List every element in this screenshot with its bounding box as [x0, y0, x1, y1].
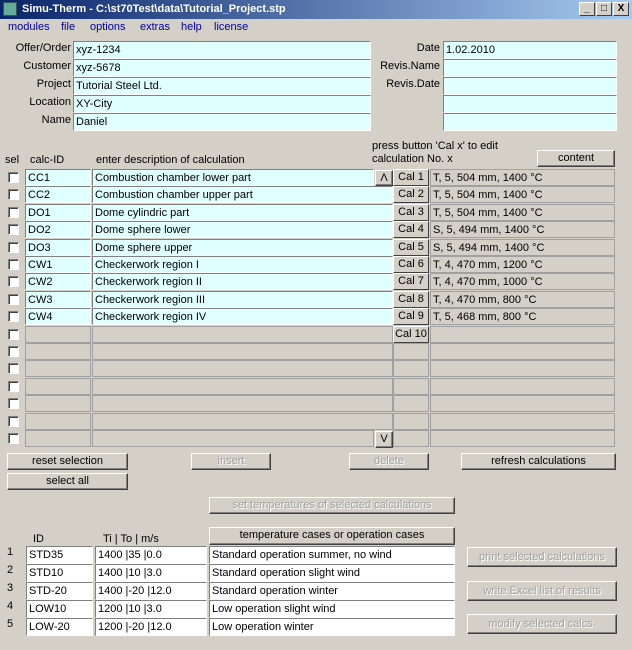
location-field[interactable]: XY-City	[73, 95, 371, 113]
calc-id-cell[interactable]	[25, 395, 91, 412]
write-excel-button[interactable]: write Excel list of results	[467, 581, 617, 601]
name-field[interactable]: Daniel	[73, 113, 371, 131]
row-select-checkbox[interactable]	[8, 416, 19, 427]
calc-summary-cell	[430, 360, 615, 377]
revis-date-label: Revis.Date	[386, 78, 440, 90]
calc-summary-cell: T, 5, 504 mm, 1400 °C	[430, 186, 615, 203]
modify-selected-button[interactable]: modify selected calcs.	[467, 614, 617, 634]
calc-summary-cell	[430, 413, 615, 430]
date-label: Date	[416, 42, 440, 54]
case-number: 3	[7, 582, 14, 594]
case-number: 2	[7, 564, 14, 576]
menu-license[interactable]: license	[214, 21, 249, 33]
cal-button[interactable]: Cal 10	[393, 326, 429, 343]
sel-header: sel	[5, 154, 20, 166]
set-temperatures-button[interactable]: set temperatures of selected calculations	[209, 497, 455, 514]
calc-id-header: calc-ID	[30, 154, 65, 166]
cal-button-empty	[393, 413, 429, 430]
offer-field[interactable]: xyz-1234	[73, 41, 371, 59]
cal-button-empty	[393, 360, 429, 377]
calc-summary-cell	[430, 326, 615, 343]
case-description-cell[interactable]: Standard operation slight wind	[209, 564, 455, 582]
refresh-calculations-button[interactable]: refresh calculations	[461, 453, 616, 470]
calc-id-cell[interactable]: CC2	[25, 186, 91, 203]
cal-button[interactable]: Cal 2	[393, 186, 429, 203]
calc-summary-cell: T, 4, 470 mm, 1000 °C	[430, 273, 615, 290]
row-select-checkbox[interactable]	[8, 224, 19, 235]
calc-summary-cell: T, 5, 468 mm, 800 °C	[430, 308, 615, 325]
menu-bar	[0, 19, 632, 37]
calc-summary-cell	[430, 378, 615, 395]
case-temps-cell[interactable]: 1400 |10 |3.0	[95, 564, 207, 582]
calc-description-cell[interactable]	[92, 413, 393, 430]
case-number: 1	[7, 546, 14, 558]
calc-summary-cell	[430, 343, 615, 360]
calc-summary-cell: T, 5, 504 mm, 1400 °C	[430, 169, 615, 186]
case-temps-cell[interactable]: 1200 |10 |3.0	[95, 600, 207, 618]
cal-button[interactable]: Cal 4	[393, 221, 429, 238]
cal-button[interactable]: Cal 7	[393, 273, 429, 290]
calc-description-cell[interactable]: Checkerwork region II	[92, 273, 393, 290]
menu-modules[interactable]: modules	[8, 21, 50, 33]
calc-description-cell[interactable]	[92, 360, 393, 377]
calc-description-cell[interactable]	[92, 430, 374, 447]
cal-button[interactable]: Cal 9	[393, 308, 429, 325]
calc-summary-cell	[430, 430, 615, 447]
menu-options[interactable]: options	[90, 21, 126, 33]
calc-id-cell[interactable]	[25, 430, 91, 447]
case-id-cell[interactable]: STD-20	[26, 582, 93, 600]
revis-date-field[interactable]	[443, 77, 617, 95]
case-description-cell[interactable]: Standard operation summer, no wind	[209, 546, 455, 564]
calc-summary-cell: S, 5, 494 mm, 1400 °C	[430, 239, 615, 256]
calc-description-cell[interactable]: Dome cylindric part	[92, 204, 393, 221]
calc-summary-cell: T, 4, 470 mm, 1200 °C	[430, 256, 615, 273]
cal-button-empty	[393, 395, 429, 412]
calc-id-cell[interactable]: DO1	[25, 204, 91, 221]
delete-button[interactable]: delete	[349, 453, 429, 470]
project-label: Project	[36, 78, 71, 90]
cal-button-empty	[393, 430, 429, 447]
case-temps-cell[interactable]: 1200 |-20 |12.0	[95, 618, 207, 636]
calc-summary-cell	[430, 395, 615, 412]
press-hint: press button 'Cal x' to edit calculation No. x	[372, 140, 498, 165]
scroll-down-button[interactable]: V	[375, 431, 393, 448]
title-bar	[0, 0, 632, 19]
case-id-cell[interactable]: STD10	[26, 564, 93, 582]
calc-description-cell[interactable]: Checkerwork region III	[92, 291, 393, 308]
close-button[interactable]: X	[613, 2, 629, 16]
menu-extras[interactable]: extras	[140, 21, 170, 33]
calc-description-cell[interactable]: Dome sphere upper	[92, 239, 393, 256]
calc-id-cell[interactable]: CW1	[25, 256, 91, 273]
window-title: Simu-Therm - C:\st70Test\data\Tutorial_Project.stp	[22, 3, 286, 15]
calc-summary-cell: S, 5, 494 mm, 1400 °C	[430, 221, 615, 238]
calc-description-cell[interactable]: Dome sphere lower	[92, 221, 393, 238]
row-select-checkbox[interactable]	[8, 329, 19, 340]
calc-id-cell[interactable]: CW4	[25, 308, 91, 325]
case-temps-cell[interactable]: 1400 |35 |0.0	[95, 546, 207, 564]
cal-button[interactable]: Cal 6	[393, 256, 429, 273]
cal-button-empty	[393, 378, 429, 395]
minimize-button[interactable]: _	[579, 2, 595, 16]
case-id-header: ID	[33, 533, 44, 545]
row-select-checkbox[interactable]	[8, 189, 19, 200]
calc-description-cell[interactable]: Checkerwork region I	[92, 256, 393, 273]
reset-selection-button[interactable]: reset selection	[7, 453, 128, 470]
row-select-checkbox[interactable]	[8, 259, 19, 270]
calc-description-cell[interactable]	[92, 378, 393, 395]
print-selected-button[interactable]: print selected calculations	[467, 547, 617, 567]
row-select-checkbox[interactable]	[8, 398, 19, 409]
extra-field-2[interactable]	[443, 113, 617, 131]
calc-summary-cell: T, 5, 504 mm, 1400 °C	[430, 204, 615, 221]
row-select-checkbox[interactable]	[8, 276, 19, 287]
case-temps-cell[interactable]: 1400 |-20 |12.0	[95, 582, 207, 600]
calc-id-cell[interactable]: CW3	[25, 291, 91, 308]
cal-button[interactable]: Cal 3	[393, 204, 429, 221]
offer-label: Offer/Order	[15, 42, 71, 54]
cal-button[interactable]: Cal 5	[393, 239, 429, 256]
date-field[interactable]: 1.02.2010	[443, 41, 617, 59]
revis-name-field[interactable]	[443, 59, 617, 77]
customer-field[interactable]: xyz-5678	[73, 59, 371, 77]
calc-description-cell[interactable]: Combustion chamber upper part	[92, 186, 393, 203]
row-select-checkbox[interactable]	[8, 242, 19, 253]
case-description-cell[interactable]: Low operation slight wind	[209, 600, 455, 618]
row-select-checkbox[interactable]	[8, 207, 19, 218]
row-select-checkbox[interactable]	[8, 433, 19, 444]
select-all-button[interactable]: select all	[7, 473, 128, 490]
calc-description-cell[interactable]: Combustion chamber lower part	[92, 169, 374, 186]
name-label: Name	[41, 114, 71, 126]
cal-button[interactable]: Cal 8	[393, 291, 429, 308]
calc-id-cell[interactable]	[25, 413, 91, 430]
row-select-checkbox[interactable]	[8, 311, 19, 322]
calc-description-cell[interactable]	[92, 395, 393, 412]
calc-id-cell[interactable]	[25, 378, 91, 395]
menu-file[interactable]: file	[61, 21, 76, 33]
case-id-cell[interactable]: LOW-20	[26, 618, 93, 636]
calc-id-cell[interactable]: CC1	[25, 169, 91, 186]
revis-name-label: Revis.Name	[380, 60, 440, 72]
row-select-checkbox[interactable]	[8, 294, 19, 305]
menu-help[interactable]: help	[181, 21, 202, 33]
case-id-cell[interactable]: LOW10	[26, 600, 93, 618]
content-button[interactable]: content	[537, 150, 615, 167]
insert-button[interactable]: insert	[191, 453, 271, 470]
row-select-checkbox[interactable]	[8, 346, 19, 357]
calc-description-cell[interactable]	[92, 343, 393, 360]
maximize-button[interactable]: □	[596, 2, 612, 16]
calc-id-cell[interactable]	[25, 360, 91, 377]
case-description-cell[interactable]: Low operation winter	[209, 618, 455, 636]
description-header: enter description of calculation	[96, 154, 245, 166]
temperature-cases-button[interactable]: temperature cases or operation cases	[209, 527, 455, 545]
calc-summary-cell: T, 4, 470 mm, 800 °C	[430, 291, 615, 308]
cal-button[interactable]: Cal 1	[393, 169, 429, 186]
row-select-checkbox[interactable]	[8, 363, 19, 374]
calc-id-cell[interactable]: CW2	[25, 273, 91, 290]
case-temps-header: Ti | To | m/s	[103, 533, 159, 545]
calc-description-cell[interactable]	[92, 326, 393, 343]
case-description-cell[interactable]: Standard operation winter	[209, 582, 455, 600]
case-number: 5	[7, 618, 14, 630]
calc-id-cell[interactable]	[25, 343, 91, 360]
case-number: 4	[7, 600, 14, 612]
cal-button-empty	[393, 343, 429, 360]
case-id-cell[interactable]: STD35	[26, 546, 93, 564]
calc-id-cell[interactable]: DO3	[25, 239, 91, 256]
location-label: Location	[29, 96, 71, 108]
customer-label: Customer	[23, 60, 71, 72]
calc-id-cell[interactable]	[25, 326, 91, 343]
scroll-up-button[interactable]: Λ	[375, 170, 393, 186]
extra-field-1[interactable]	[443, 95, 617, 113]
row-select-checkbox[interactable]	[8, 381, 19, 392]
calc-id-cell[interactable]: DO2	[25, 221, 91, 238]
app-icon	[3, 2, 17, 16]
project-field[interactable]: Tutorial Steel Ltd.	[73, 77, 371, 95]
row-select-checkbox[interactable]	[8, 172, 19, 183]
calc-description-cell[interactable]: Checkerwork region IV	[92, 308, 393, 325]
